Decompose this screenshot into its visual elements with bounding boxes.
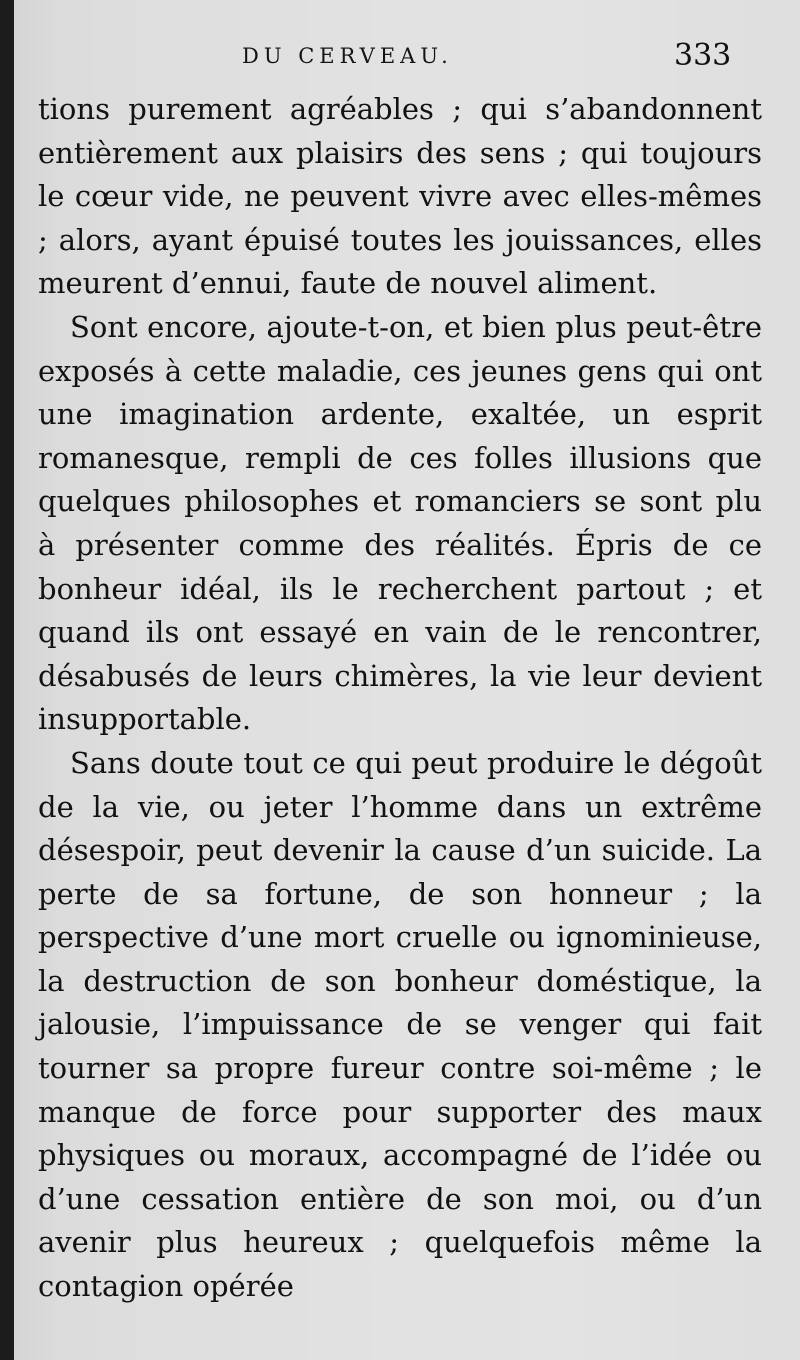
page-number: 333 <box>674 38 732 73</box>
paragraph-continued: tions purement agréables ; qui s’abandonnent entièrement aux plaisirs des sens ; qui toujours le cœur vide, ne peuvent vivre avec elles-mêmes ; alors, ayant épuisé toutes les jouissances, elles meurent d’ennui, faute de nouvel aliment. <box>38 92 762 301</box>
book-page <box>14 0 800 1360</box>
paragraph-imagination: Sont encore, ajoute-t-on, et bien plus peut-être exposés à cette maladie, ces jeunes gens qui ont une imagination ardente, exaltée, un esprit romanesque, rempli de ces folles illusions que quelques philosophes et romanciers se sont plu à présenter comme des réalités. Épris de ce bonheur idéal, ils le recherchent partout ; et quand ils ont essayé en vain de le rencontrer, désabusés de leurs chimères, la vie leur devient insupportable. <box>38 309 762 737</box>
page-header <box>14 38 800 78</box>
running-title: DU CERVEAU. <box>242 44 453 68</box>
body-text <box>38 88 762 1309</box>
paragraph-causes-of-suicide: Sans doute tout ce qui peut produire le dégoût de la vie, ou jeter l’homme dans un extrême désespoir, peut devenir la cause d’un suicide. La perte de sa fortune, de son honneur ; la perspective d’une mort cruelle ou ignominieuse, la destruction de son bonheur doméstique, la jalousie, l’impuissance de se venger qui fait tourner sa propre fureur contre soi-même ; le manque de force pour supporter des maux physiques ou moraux, accompagné de l’idée ou d’une cessation entière de son moi, ou d’un avenir plus heureux ; quelquefois même la contagion opérée <box>38 745 762 1304</box>
